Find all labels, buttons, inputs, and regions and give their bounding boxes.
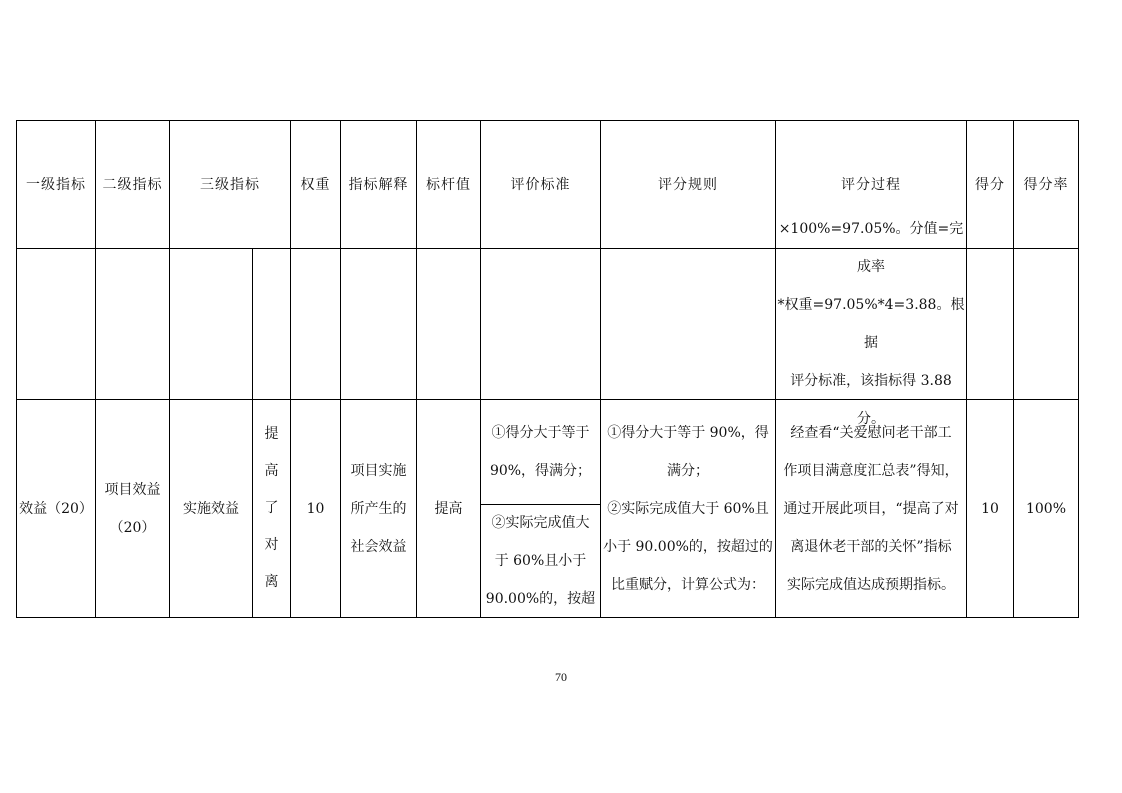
explanation-line: 所产生的 xyxy=(350,500,407,517)
header-score: 得分 xyxy=(975,176,1005,193)
level2-line: 项目效益 xyxy=(104,481,161,498)
rules-line: 比重赋分，计算公式为： xyxy=(611,576,765,593)
header-explanation: 指标解释 xyxy=(348,176,409,193)
evaluation-table xyxy=(16,120,1079,618)
rules-line: 满分； xyxy=(667,462,709,479)
explanation-line: 项目实施 xyxy=(350,462,407,479)
level2-cell xyxy=(96,400,169,617)
criteria-b-cell xyxy=(481,505,600,617)
process-line: *权重=97.05%*4=3.88。根据 xyxy=(777,297,965,351)
criteria-line: ①得分大于等于 xyxy=(491,425,590,441)
header-rules: 评分规则 xyxy=(658,176,718,193)
header-level3: 三级指标 xyxy=(200,176,260,193)
process-line: ×100%=97.05%。分值=完成率 xyxy=(778,221,964,275)
level3-sub-char: 提 xyxy=(264,426,279,442)
process-line: 通过开展此项目，“提高了对 xyxy=(783,500,959,517)
rules-line: ②实际完成值大于 60%且 xyxy=(607,500,769,517)
criteria-line: ②实际完成值大 xyxy=(491,515,590,531)
criteria-line: 90%，得满分； xyxy=(489,463,592,479)
process-line: 评分标准，该指标得 3.88 xyxy=(790,373,952,389)
header-benchmark: 标杆值 xyxy=(426,176,471,193)
header-criteria: 评价标准 xyxy=(510,176,571,193)
rules-cell xyxy=(601,400,775,617)
rules-line: 小于 90.00%的，按超过的 xyxy=(603,538,773,555)
weight-cell: 10 xyxy=(306,500,325,517)
process-cell xyxy=(776,400,966,617)
explanation-cell xyxy=(341,400,416,617)
continued-process-cell xyxy=(776,221,966,427)
score-cell: 10 xyxy=(981,500,999,517)
process-line: 经查看“关爱慰问老干部工 xyxy=(790,424,952,441)
benchmark-cell: 提高 xyxy=(434,500,463,517)
level3-cell: 实施效益 xyxy=(183,500,239,517)
header-level1: 一级指标 xyxy=(26,176,86,193)
level3-sub-char: 了 xyxy=(264,500,279,516)
criteria-line: 90.00%的，按超 xyxy=(485,591,596,607)
criteria-a-cell xyxy=(481,400,600,504)
header-process: 评分过程 xyxy=(841,176,901,193)
criteria-line: 于 60%且小于 xyxy=(494,553,587,569)
rate-cell: 100% xyxy=(1025,500,1067,517)
explanation-line: 社会效益 xyxy=(350,538,407,555)
level3-sub-cell xyxy=(253,400,290,617)
level1-cell: 效益（20） xyxy=(19,500,93,517)
header-rate: 得分率 xyxy=(1023,176,1069,193)
page-number: 70 xyxy=(555,670,567,684)
process-line: 离退休老干部的关怀”指标 xyxy=(790,538,952,555)
rules-line: ①得分大于等于 90%，得 xyxy=(607,424,769,441)
process-line: 实际完成值达成预期指标。 xyxy=(787,576,955,593)
level3-sub-char: 离 xyxy=(264,574,279,590)
level3-sub-char: 对 xyxy=(264,537,279,553)
level2-line: （20） xyxy=(109,519,156,536)
header-level2: 二级指标 xyxy=(102,176,163,193)
header-weight: 权重 xyxy=(300,176,331,193)
process-line: 作项目满意度汇总表”得知， xyxy=(783,462,959,479)
process-line: 分。 xyxy=(857,411,885,427)
level3-sub-char: 高 xyxy=(264,463,279,479)
